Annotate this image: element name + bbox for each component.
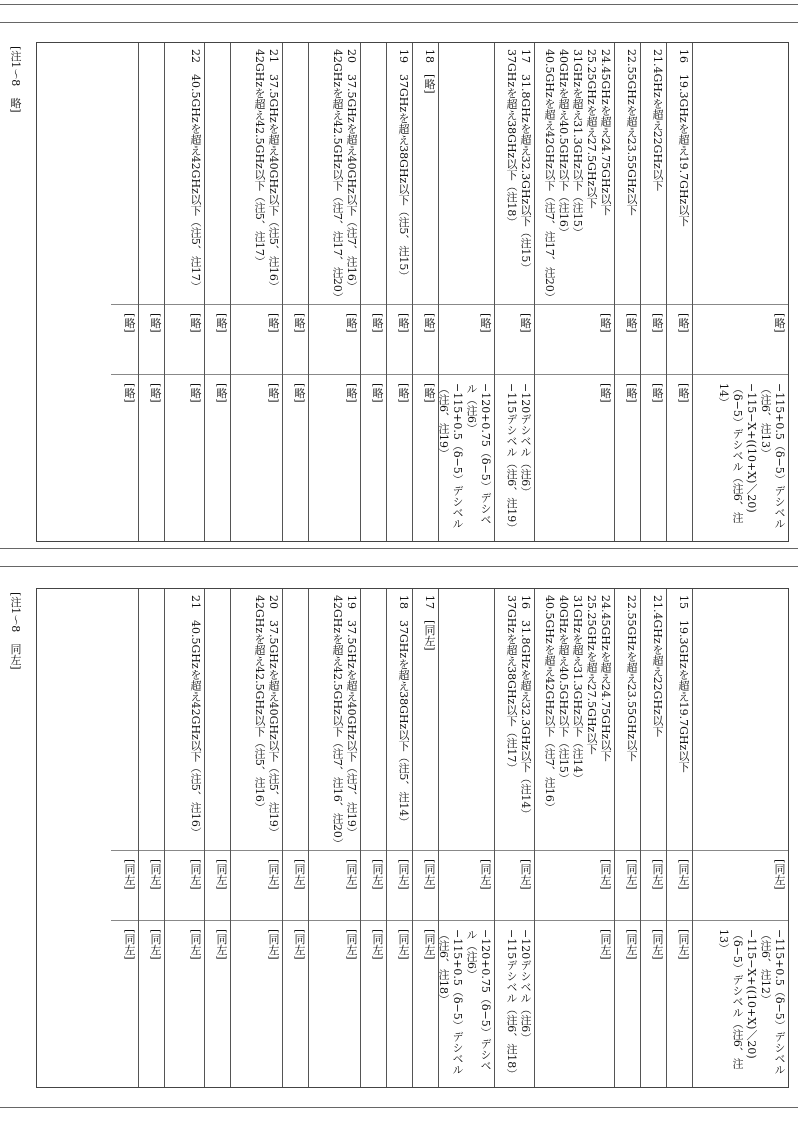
frequency-cell: 20 37.5GHzを超え40GHz以下（注7、注16） 42GHzを超え42.5GHz以下（注7、注17、注20）	[309, 43, 360, 305]
limit-cell: [同左]	[215, 929, 228, 960]
frequency-cell: 22.55GHzを超え23.55GHz以下	[615, 43, 640, 305]
table-column	[412, 43, 438, 541]
limit-cell: −120+0.75（δ−5）デシベル（注6） −115+0.5（δ−5）デシベル（注6、注19）	[437, 383, 492, 529]
condition-cell: [略]	[165, 305, 204, 375]
condition-cell: [同左]	[205, 851, 230, 921]
condition-cell: [同左]	[641, 851, 666, 921]
condition-cell: [同左]	[231, 851, 282, 921]
limit-cell: −120デシベル（注6） −115デシベル（注6、注19）	[505, 383, 532, 534]
limit-cell: [略]	[677, 383, 690, 403]
condition-cell: [同左]	[413, 851, 438, 921]
condition-cell: [略]	[139, 305, 164, 375]
condition-cell: [同左]	[615, 851, 640, 921]
frequency-cell	[139, 589, 164, 851]
condition-cell: [略]	[667, 305, 692, 375]
condition-cell: [同左]	[439, 851, 494, 921]
frequency-cell: 19 37GHzを超え38GHz以下（注5、注15）	[387, 43, 412, 305]
frequency-cell	[361, 43, 386, 305]
table-column	[692, 43, 788, 541]
frequency-cell: 22.55GHzを超え23.55GHz以下	[615, 589, 640, 851]
frequency-cell: 24.45GHzを超え24.75GHz以下 25.25GHzを超え27.5GHz以下 31GHzを超え31.3GHz以下（注15） 40GHzを超え40.5GHz以下（注16） 40.5GHzを超え42GHz以下（注7、注17、注20）	[535, 43, 614, 305]
limit-cell: [同左]	[677, 929, 690, 960]
frequency-cell: 19 37.5GHzを超え40GHz以下（注7、注19） 42GHzを超え42.5GHz以下（注7、注16、注20）	[309, 589, 360, 851]
table-column	[386, 43, 412, 541]
condition-cell: [略]	[693, 305, 788, 375]
condition-cell: [略]	[495, 305, 534, 375]
frequency-cell	[439, 589, 494, 851]
limit-cell: [同左]	[189, 929, 202, 960]
current-table	[36, 588, 789, 1088]
condition-cell: [略]	[231, 305, 282, 375]
limit-cell: −115+0.5（δ−5）デシベル（注6、注12） −115−X+((10+X)／20)（δ−5）デシベル（注6、注13）	[717, 929, 786, 1075]
condition-cell: [略]	[413, 305, 438, 375]
table-column	[360, 43, 386, 541]
condition-cell: [同左]	[535, 851, 614, 921]
limit-cell: [略]	[625, 383, 638, 403]
table-column	[386, 589, 412, 1087]
limit-cell: [同左]	[293, 929, 306, 960]
frequency-cell	[111, 589, 138, 851]
table-column	[138, 589, 164, 1087]
condition-cell: [略]	[361, 305, 386, 375]
condition-cell: [略]	[205, 305, 230, 375]
frequency-cell	[139, 43, 164, 305]
condition-cell: [同左]	[387, 851, 412, 921]
limit-cell: [略]	[371, 383, 384, 403]
limit-cell: [略]	[599, 383, 612, 403]
condition-cell: [同左]	[361, 851, 386, 921]
limit-cell: −120デシベル（注6） −115デシベル（注6、注18）	[505, 929, 532, 1080]
table-column	[666, 589, 692, 1087]
limit-cell: [同左]	[599, 929, 612, 960]
table-column	[494, 589, 534, 1087]
condition-cell: [略]	[283, 305, 308, 375]
table-column	[640, 43, 666, 541]
limit-cell: [略]	[345, 383, 358, 403]
top-rule-2	[0, 22, 798, 23]
table-column	[164, 589, 204, 1087]
frequency-cell: 17 31.8GHzを超え32.3GHz以下（注15） 37GHzを超え38GHz以下（注18）	[495, 43, 534, 305]
limit-cell: −120+0.75（δ−5）デシベル（注6） −115+0.5（δ−5）デシベル（注6、注18）	[437, 929, 492, 1075]
table-column	[666, 43, 692, 541]
table-column	[164, 43, 204, 541]
table-column	[308, 589, 360, 1087]
limit-cell: [略]	[149, 383, 162, 403]
condition-cell: [略]	[309, 305, 360, 375]
limit-cell: [略]	[423, 383, 436, 403]
condition-cell: [同左]	[111, 851, 138, 921]
bottom-rule	[0, 1107, 798, 1108]
middle-rule-2	[0, 566, 798, 567]
condition-cell: [同左]	[667, 851, 692, 921]
condition-cell: [同左]	[693, 851, 788, 921]
table-column	[438, 589, 494, 1087]
table-column	[282, 43, 308, 541]
table-column	[614, 589, 640, 1087]
limit-cell: [略]	[267, 383, 280, 403]
frequency-cell: 21 40.5GHzを超え42GHz以下（注5、注16）	[165, 589, 204, 851]
limit-cell: [同左]	[423, 929, 436, 960]
revised-table	[36, 42, 789, 542]
frequency-cell	[693, 589, 788, 851]
table-column	[204, 589, 230, 1087]
condition-cell: [同左]	[165, 851, 204, 921]
frequency-cell: 16 19.3GHzを超え19.7GHz以下	[667, 43, 692, 305]
condition-cell: [同左]	[309, 851, 360, 921]
frequency-cell	[205, 43, 230, 305]
frequency-cell	[111, 43, 138, 305]
condition-cell: [略]	[111, 305, 138, 375]
notes-omitted: [注1〜8 略]	[9, 46, 22, 113]
table-column	[204, 43, 230, 541]
limit-cell: [略]	[651, 383, 664, 403]
table-column	[692, 589, 788, 1087]
table-column	[360, 589, 386, 1087]
condition-cell: [同左]	[139, 851, 164, 921]
limit-cell: [略]	[293, 383, 306, 403]
table-column	[138, 43, 164, 541]
table-column	[308, 43, 360, 541]
table-column	[534, 589, 614, 1087]
frequency-cell: 20 37.5GHzを超え40GHz以下（注5、注19） 42GHzを超え42.5GHz以下（注5、注16）	[231, 589, 282, 851]
current-table-section	[0, 572, 798, 1102]
table-column	[111, 589, 138, 1087]
table-column	[111, 43, 138, 541]
frequency-cell: 16 31.8GHzを超え32.3GHz以下（注14） 37GHzを超え38GHz以下（注17）	[495, 589, 534, 851]
frequency-cell: 21 37.5GHzを超え40GHz以下（注5、注16） 42GHzを超え42.5GHz以下（注5、注17）	[231, 43, 282, 305]
notes-same: [注1〜8 同左]	[9, 592, 22, 670]
limit-cell: [略]	[189, 383, 202, 403]
frequency-cell	[205, 589, 230, 851]
condition-cell: [略]	[641, 305, 666, 375]
condition-cell: [略]	[387, 305, 412, 375]
revised-table-section	[0, 28, 798, 543]
frequency-cell: 17 [同左]	[413, 589, 438, 851]
limit-cell: [同左]	[345, 929, 358, 960]
limit-cell: [同左]	[149, 929, 162, 960]
condition-cell: [同左]	[495, 851, 534, 921]
limit-cell: [同左]	[397, 929, 410, 960]
condition-cell: [同左]	[283, 851, 308, 921]
table-column	[614, 43, 640, 541]
middle-rule	[0, 548, 798, 549]
frequency-cell: 18 37GHzを超え38GHz以下（注5、注14）	[387, 589, 412, 851]
limit-cell: [同左]	[123, 929, 136, 960]
table-column	[640, 589, 666, 1087]
condition-cell: [略]	[535, 305, 614, 375]
limit-cell: −115+0.5（δ−5）デシベル（注6、注13） −115−X+((10+X)／20)（δ−5）デシベル（注6、注14）	[717, 383, 786, 529]
table-column	[282, 589, 308, 1087]
table-column	[494, 43, 534, 541]
table-column	[438, 43, 494, 541]
frequency-cell: 22 40.5GHzを超え42GHz以下（注5、注17）	[165, 43, 204, 305]
condition-cell: [略]	[439, 305, 494, 375]
limit-cell: [同左]	[371, 929, 384, 960]
frequency-cell	[361, 589, 386, 851]
table-column	[412, 589, 438, 1087]
frequency-cell	[439, 43, 494, 305]
table-column	[534, 43, 614, 541]
frequency-cell: 15 19.3GHzを超え19.7GHz以下	[667, 589, 692, 851]
table-column	[230, 589, 282, 1087]
frequency-cell	[283, 589, 308, 851]
frequency-cell: 21.4GHzを超え22GHz以下	[641, 589, 666, 851]
frequency-cell: 21.4GHzを超え22GHz以下	[641, 43, 666, 305]
top-rule	[0, 4, 798, 5]
limit-cell: [略]	[397, 383, 410, 403]
frequency-cell	[693, 43, 788, 305]
table-column	[230, 43, 282, 541]
frequency-cell: 18 [略]	[413, 43, 438, 305]
limit-cell: [同左]	[651, 929, 664, 960]
condition-cell: [略]	[615, 305, 640, 375]
frequency-cell: 24.45GHzを超え24.75GHz以下 25.25GHzを超え27.5GHz以下 31GHzを超え31.3GHz以下（注14） 40GHzを超え40.5GHz以下（注15） 40.5GHzを超え42GHz以下（注7、注16）	[535, 589, 614, 851]
limit-cell: [同左]	[625, 929, 638, 960]
frequency-cell	[283, 43, 308, 305]
limit-cell: [同左]	[267, 929, 280, 960]
limit-cell: [略]	[215, 383, 228, 403]
limit-cell: [略]	[123, 383, 136, 403]
